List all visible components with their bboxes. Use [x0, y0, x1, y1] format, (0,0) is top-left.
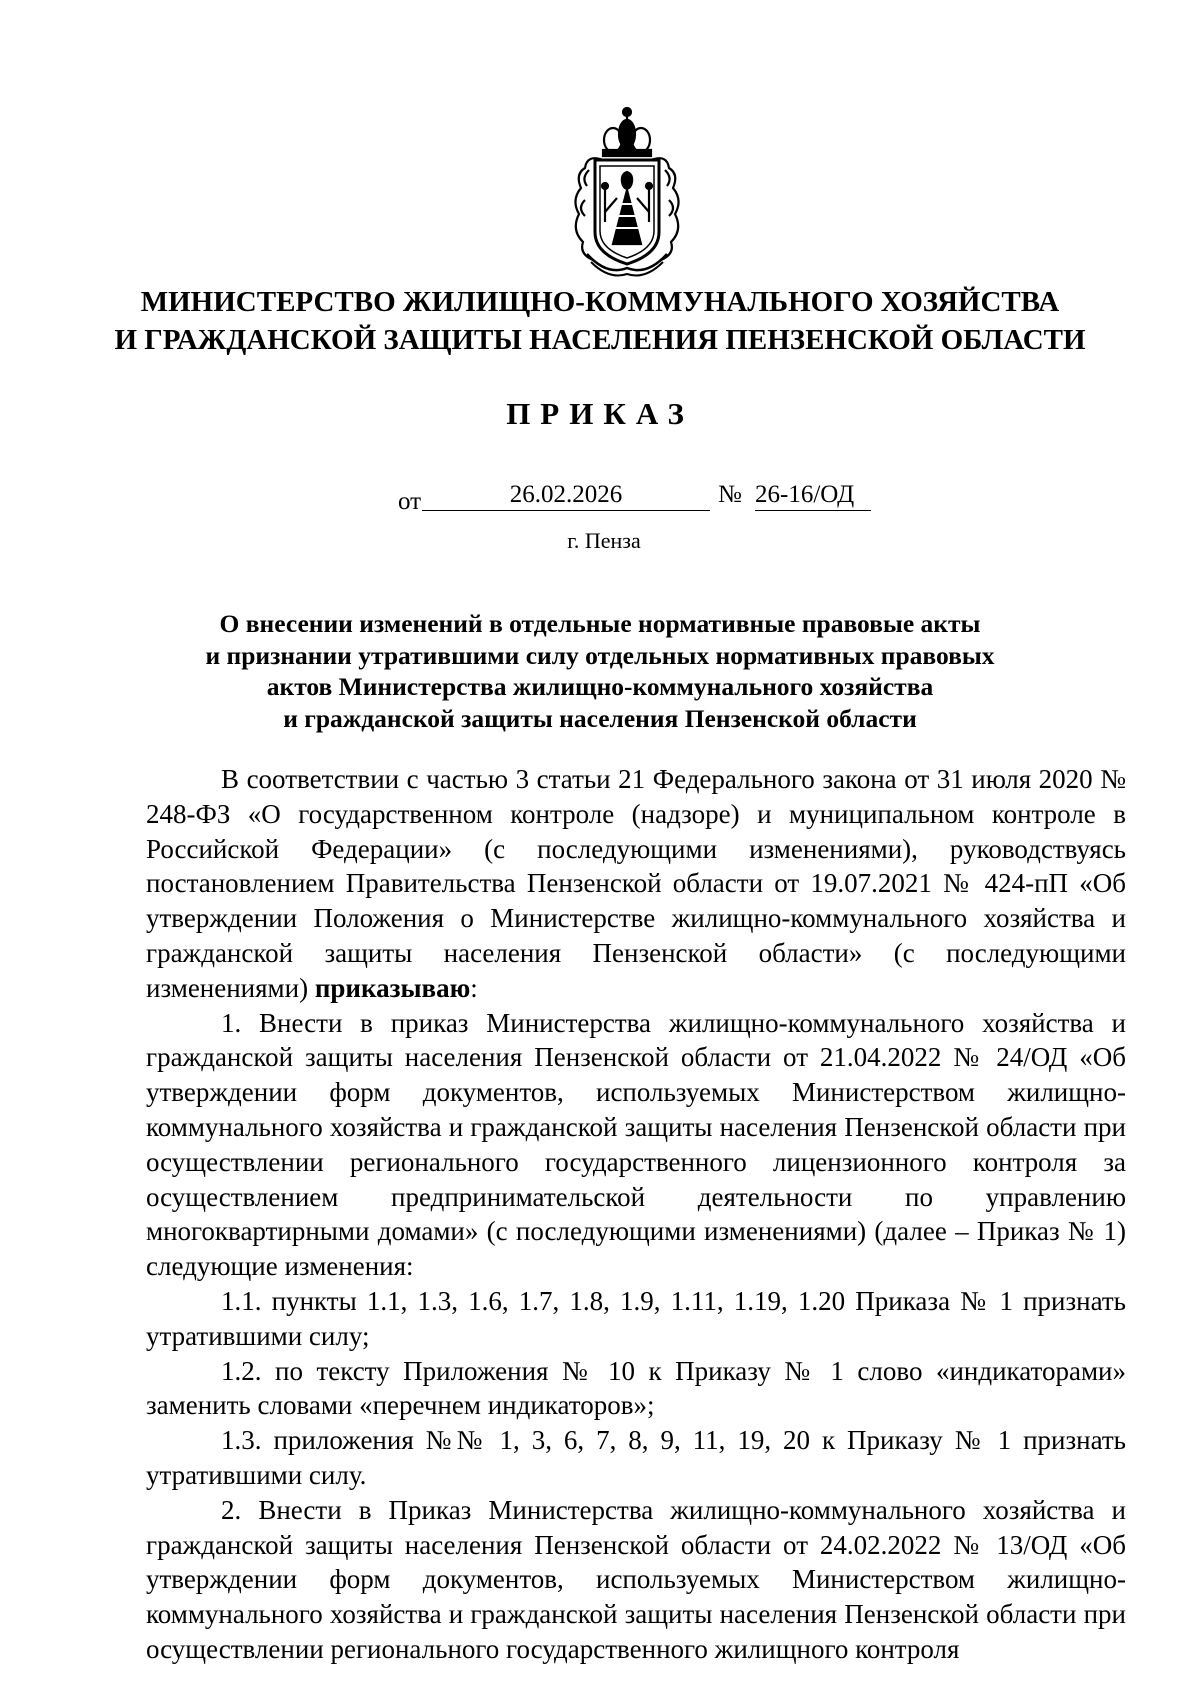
subject-line-1: О внесении изменений в отдельные нормативные правовые акты	[219, 609, 981, 638]
item-1-3-paragraph: 1.3. приложения №№ 1, 3, 6, 7, 8, 9, 11, 19, 20 к Приказу № 1 признать утратившими силу.	[146, 1425, 1126, 1490]
document-body	[146, 762, 1126, 1667]
document-date: 26.02.2026	[422, 480, 710, 511]
item-2-paragraph: 2. Внести в Приказ Министерства жилищно-коммунального хозяйства и гражданской защиты населения Пензенской области от 24.02.2022 № 13/ОД «Об утверждении форм документов, используемых Министерством жилищно-коммунального хозяйства и гражданской защиты населения Пензенской области при осуществлении регионального государственного жилищного контроля	[146, 1494, 1126, 1664]
preamble-paragraph	[146, 762, 1126, 1006]
preamble-order-word: приказываю	[314, 972, 471, 1003]
preamble-text: В соответствии с частью 3 статьи 21 Федерального закона от 31 июля 2020 № 248-ФЗ «О государственном контроле (надзоре) и муниципальном контроле в Российской Федерации» (с последующими изменениями), руководствуясь постановлением Правительства Пензенской области от 19.07.2021 № 424-пП «Об утверждении Положения о Министерстве жилищно-коммунального хозяйства и гражданской защиты населения Пензенской области» (с последующими изменениями)	[146, 764, 1126, 1003]
document-type-heading: ПРИКАЗ	[506, 396, 694, 431]
penza-coat-of-arms-icon	[565, 104, 689, 280]
organization-name	[100, 283, 1100, 359]
document-number: 26-16/ОД	[755, 480, 871, 511]
date-number-line	[0, 480, 1200, 514]
preamble-colon: :	[470, 972, 478, 1003]
document-subject	[120, 608, 1080, 734]
item-1-paragraph: 1. Внести в приказ Министерства жилищно-коммунального хозяйства и гражданской защиты населения Пензенской области от 21.04.2022 № 24/ОД «Об утверждении форм документов, используемых Министерством жилищно-коммунального хозяйства и гражданской защиты населения Пензенской области при осуществлении регионального государственного лицензионного контроля за осуществлением предпринимательской деятельности по управлению многоквартирными домами» (с последующими изменениями) (далее – Приказ № 1) следующие изменения:	[146, 1007, 1126, 1282]
subject-line-2: и признании утратившими силу отдельных нормативных правовых	[205, 640, 995, 670]
document-city: г. Пенза	[567, 528, 641, 553]
item-1-1-paragraph: 1.1. пункты 1.1, 1.3, 1.6, 1.7, 1.8, 1.9, 1.11, 1.19, 1.20 Приказа № 1 признать утратившими силу;	[146, 1285, 1126, 1351]
item-1-2-paragraph: 1.2. по тексту Приложения № 10 к Приказу № 1 слово «индикаторами» заменить словами «перечнем индикаторов»;	[146, 1355, 1126, 1421]
organization-name-line-2: И ГРАЖДАНСКОЙ ЗАЩИТЫ НАСЕЛЕНИЯ ПЕНЗЕНСКОЙ ОБЛАСТИ	[114, 324, 1086, 356]
subject-line-4: и гражданской защиты населения Пензенской области	[283, 703, 917, 733]
date-prefix: от	[398, 488, 422, 515]
number-prefix: №	[718, 481, 742, 508]
organization-name-line-1: МИНИСТЕРСТВО ЖИЛИЩНО-КОММУНАЛЬНОГО ХОЗЯЙСТВА	[140, 286, 1060, 318]
subject-line-3: актов Министерства жилищно-коммунального хозяйства	[266, 672, 934, 701]
